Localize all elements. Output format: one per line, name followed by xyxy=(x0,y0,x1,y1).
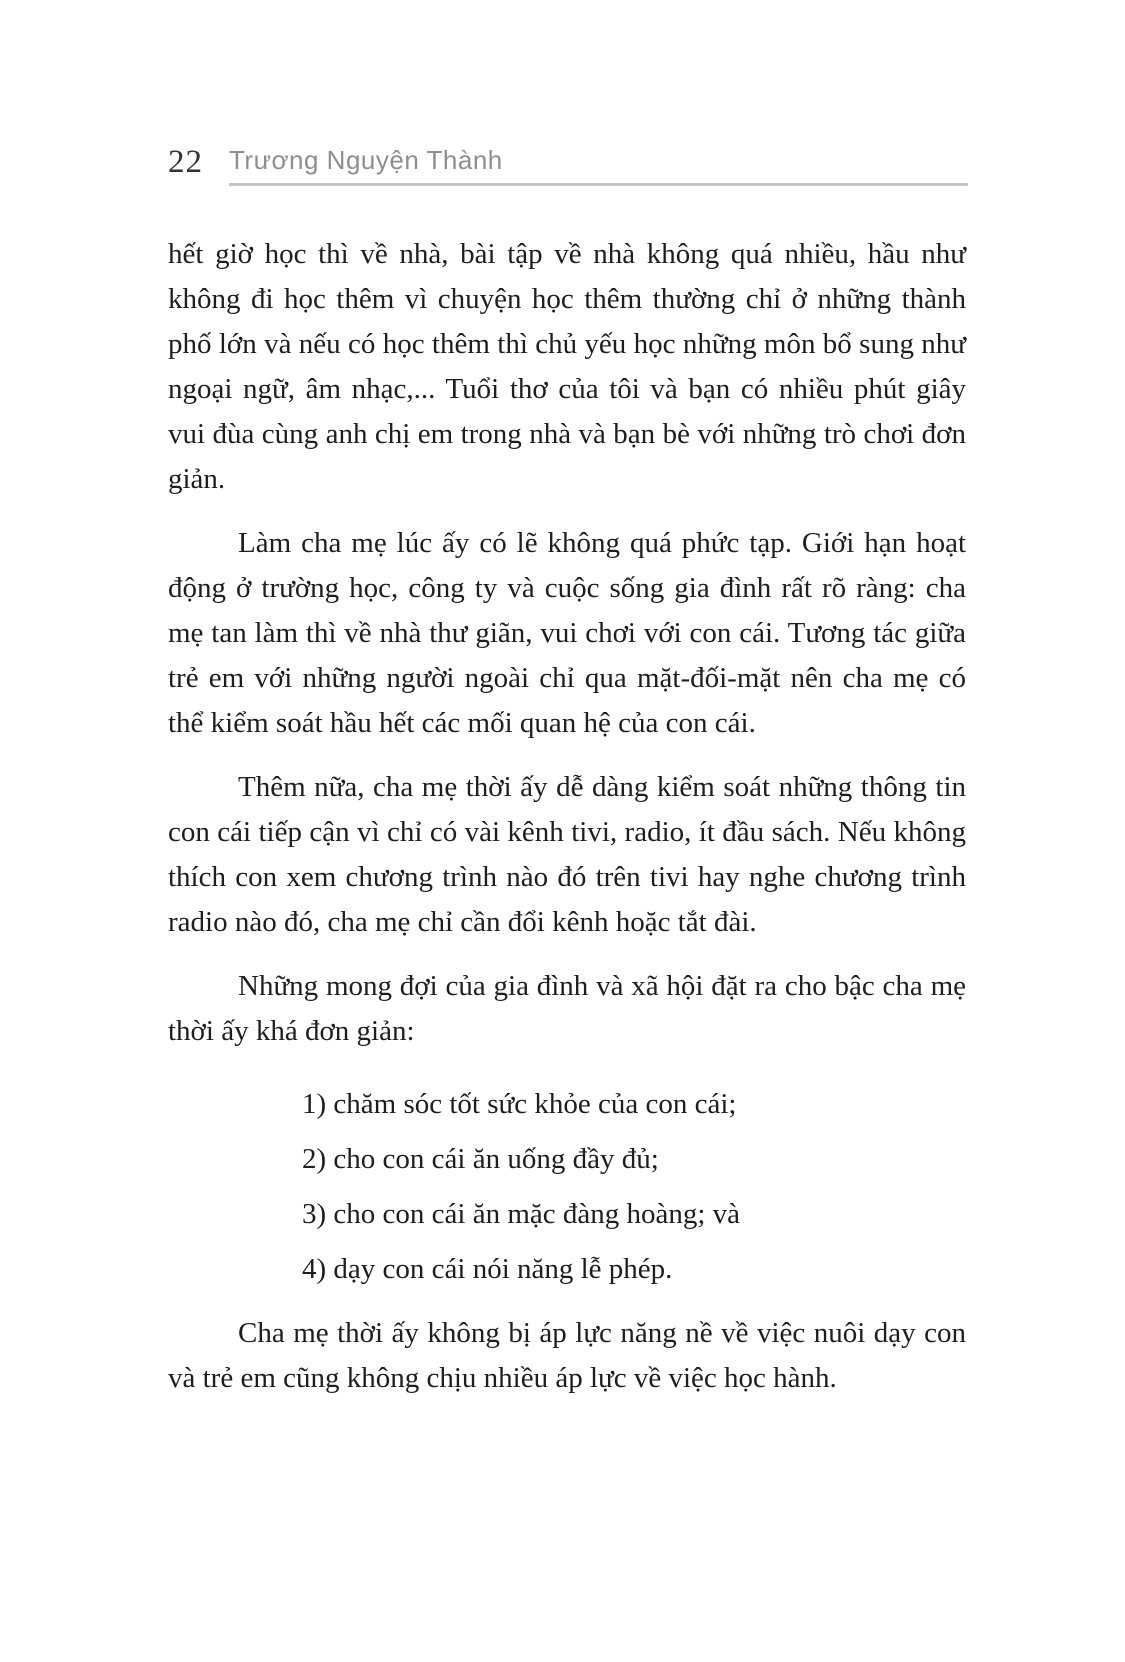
list-item: 1) chăm sóc tốt sức khỏe của con cái; xyxy=(302,1088,737,1120)
header-rule xyxy=(229,147,968,186)
page-header xyxy=(168,146,968,186)
paragraph: Làm cha mẹ lúc ấy có lẽ không quá phức tạp. Giới hạn hoạt động ở trường học, công ty và cuộc sống gia đình rất rõ ràng: cha mẹ tan làm thì về nhà thư giãn, vui chơi với con cái. Tương tác giữa trẻ em với những người ngoài chỉ qua mặt-đối-mặt nên cha mẹ có thể kiểm soát hầu hết các mối quan hệ của con cái. xyxy=(168,527,966,739)
page-number: 22 xyxy=(168,144,203,180)
list-item: 4) dạy con cái nói năng lễ phép. xyxy=(302,1253,673,1285)
numbered-list xyxy=(302,1082,966,1292)
paragraph-closing: Cha mẹ thời ấy không bị áp lực năng nề về việc nuôi dạy con và trẻ em cũng không chịu nhiều áp lực về việc học hành. xyxy=(168,1317,966,1394)
paragraph: Thêm nữa, cha mẹ thời ấy dễ dàng kiểm soát những thông tin con cái tiếp cận vì chỉ có vài kênh tivi, radio, ít đầu sách. Nếu không thích con xem chương trình nào đó trên tivi hay nghe chương trình radio nào đó, cha mẹ chỉ cần đổi kênh hoặc tắt đài. xyxy=(168,771,966,938)
list-item: 3) cho con cái ăn mặc đàng hoàng; và xyxy=(302,1198,741,1230)
paragraph: Những mong đợi của gia đình và xã hội đặt ra cho bậc cha mẹ thời ấy khá đơn giản: xyxy=(168,970,966,1047)
running-title: Trương Nguyện Thành xyxy=(229,145,503,175)
page-body xyxy=(168,232,966,1401)
paragraph-continued: hết giờ học thì về nhà, bài tập về nhà không quá nhiều, hầu như không đi học thêm vì chuyện học thêm thường chỉ ở những thành phố lớn và nếu có học thêm thì chủ yếu học những môn bổ sung như ngoại ngữ, âm nhạc,... Tuổi thơ của tôi và bạn có nhiều phút giây vui đùa cùng anh chị em trong nhà và bạn bè với những trò chơi đơn giản. xyxy=(168,238,966,495)
list-item: 2) cho con cái ăn uống đầy đủ; xyxy=(302,1143,659,1175)
